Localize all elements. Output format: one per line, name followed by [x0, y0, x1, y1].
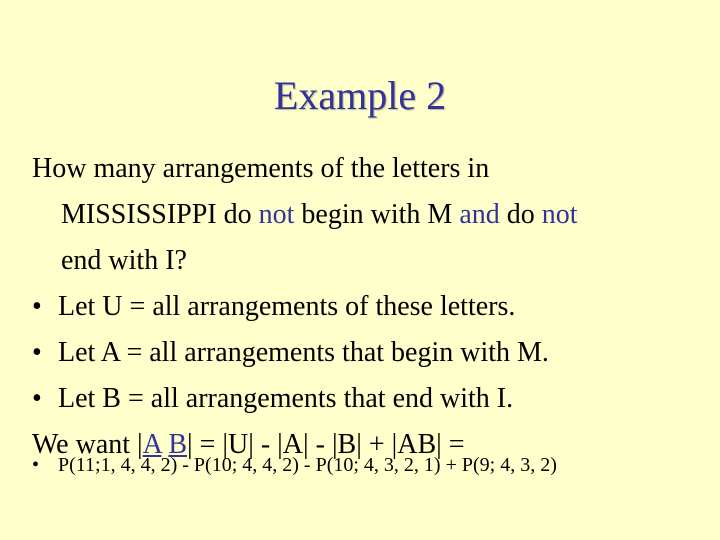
emphasis-not: not: [541, 199, 578, 230]
slide-title: Example 2: [273, 73, 447, 118]
emphasis-not: not: [258, 199, 295, 230]
question-text: begin with M: [294, 199, 460, 230]
question-line-1: How many arrangements of the letters in: [32, 153, 490, 184]
bullet-text: Let U = all arrangements of these letters.: [58, 291, 516, 322]
bullet-text: Let A = all arrangements that begin with M.: [58, 337, 549, 368]
bullet-icon: •: [32, 337, 42, 368]
emphasis-and: and: [459, 199, 500, 230]
bullet-item: [32, 376, 712, 422]
bullet-item: [32, 330, 712, 376]
formula-bullet: [32, 450, 557, 480]
bullet-icon: •: [32, 291, 42, 322]
question-text: do: [499, 199, 542, 230]
question-line-2: [32, 192, 712, 238]
question-line-3: end with I?: [61, 245, 187, 276]
want-suffix: | = |U| - |A| - |B| + |AB| =: [187, 429, 465, 460]
set-b: B: [168, 429, 188, 460]
bullet-item: [32, 284, 712, 330]
want-prefix: We want |: [32, 429, 143, 460]
set-a: A: [142, 429, 162, 460]
bullet-icon: •: [32, 383, 42, 414]
bullet-icon: •: [32, 454, 40, 476]
formula-text: P(11;1, 4, 4, 2) - P(10; 4, 4, 2) - P(10; 4, 3, 2, 1) + P(9; 4, 3, 2): [58, 454, 557, 476]
slide-body: [32, 146, 712, 468]
question-text: MISSISSIPPI do: [61, 199, 259, 230]
bullet-text: Let B = all arrangements that end with I.: [58, 383, 514, 414]
